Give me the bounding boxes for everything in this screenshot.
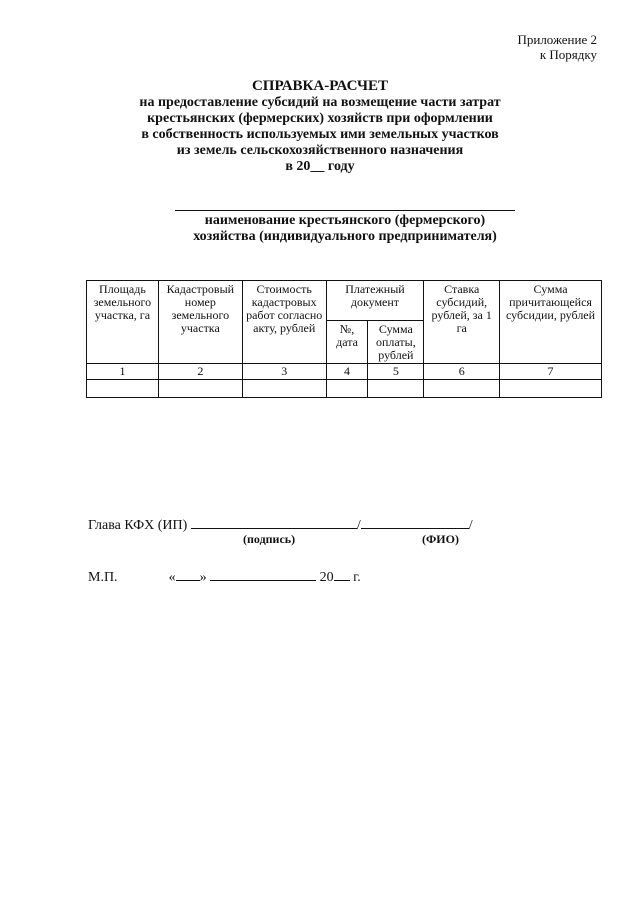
cell-cadastral-number[interactable] bbox=[158, 380, 242, 398]
column-number: 2 bbox=[158, 364, 242, 380]
month-field[interactable] bbox=[210, 566, 316, 581]
header-subsidy-sum: Сумма причитающейся субсидии, рублей bbox=[500, 281, 602, 364]
slash: / bbox=[468, 518, 473, 533]
cell-subsidy-rate[interactable] bbox=[424, 380, 500, 398]
signature-label: Глава КФХ (ИП) bbox=[88, 518, 188, 533]
appendix-line-2: к Порядку bbox=[539, 47, 597, 62]
cell-payment-number-date[interactable] bbox=[326, 380, 368, 398]
table-header-row bbox=[87, 281, 602, 321]
document-title-block bbox=[0, 78, 640, 175]
title-line: из земель сельскохозяйственного назначения bbox=[176, 143, 464, 158]
close-quote: » bbox=[199, 570, 207, 585]
organization-caption-line-1: наименование крестьянского (фермерского) bbox=[204, 213, 486, 228]
column-number: 3 bbox=[242, 364, 326, 380]
column-number: 4 bbox=[326, 364, 368, 380]
title-year-line: в 20__ году bbox=[285, 159, 355, 174]
document-title: СПРАВКА-РАСЧЕТ bbox=[251, 78, 389, 94]
title-line: в собственность используемых ими земельных участков bbox=[141, 127, 499, 142]
organization-name-field bbox=[175, 210, 515, 245]
year-field[interactable] bbox=[334, 566, 350, 581]
full-name-caption: (ФИО) bbox=[422, 532, 459, 546]
column-number-row bbox=[87, 364, 602, 380]
cell-subsidy-sum[interactable] bbox=[500, 380, 602, 398]
title-line: крестьянских (фермерских) хозяйств при оформлении bbox=[147, 111, 493, 126]
header-payment-document: Платежный документ bbox=[326, 281, 424, 321]
full-name-field[interactable] bbox=[361, 514, 469, 529]
column-number: 1 bbox=[87, 364, 159, 380]
year-prefix: 20 bbox=[319, 570, 334, 585]
cell-area[interactable] bbox=[87, 380, 159, 398]
open-quote: « bbox=[168, 570, 176, 585]
title-line: на предоставление субсидий на возмещение части затрат bbox=[139, 95, 501, 110]
organization-caption-line-2: хозяйства (индивидуального предпринимателя) bbox=[193, 229, 497, 244]
column-number: 7 bbox=[500, 364, 602, 380]
stamp-date-line bbox=[88, 566, 361, 586]
header-subsidy-rate: Ставка субсидий, рублей, за 1 га bbox=[424, 281, 500, 364]
header-payment-number-date: №, дата bbox=[326, 321, 368, 364]
signature-line bbox=[88, 514, 473, 534]
cell-works-cost[interactable] bbox=[242, 380, 326, 398]
year-suffix: г. bbox=[353, 570, 361, 585]
column-number: 6 bbox=[424, 364, 500, 380]
appendix-note bbox=[517, 32, 597, 62]
header-works-cost: Стоимость кадастровых работ согласно акту, рублей bbox=[242, 281, 326, 364]
header-area: Площадь земельного участка, га bbox=[87, 281, 159, 364]
stamp-label: М.П. bbox=[88, 570, 118, 585]
calculation-table bbox=[86, 280, 602, 398]
cell-payment-sum[interactable] bbox=[368, 380, 424, 398]
slash: / bbox=[356, 518, 361, 533]
column-number: 5 bbox=[368, 364, 424, 380]
day-field[interactable] bbox=[176, 566, 200, 581]
header-cadastral-number: Кадастровый номер земельного участка bbox=[158, 281, 242, 364]
signature-field[interactable] bbox=[191, 514, 357, 529]
signature-caption: (подпись) bbox=[243, 532, 296, 546]
appendix-line-1: Приложение 2 bbox=[517, 32, 597, 47]
header-payment-sum: Сумма оплаты, рублей bbox=[368, 321, 424, 364]
table-data-row bbox=[87, 380, 602, 398]
